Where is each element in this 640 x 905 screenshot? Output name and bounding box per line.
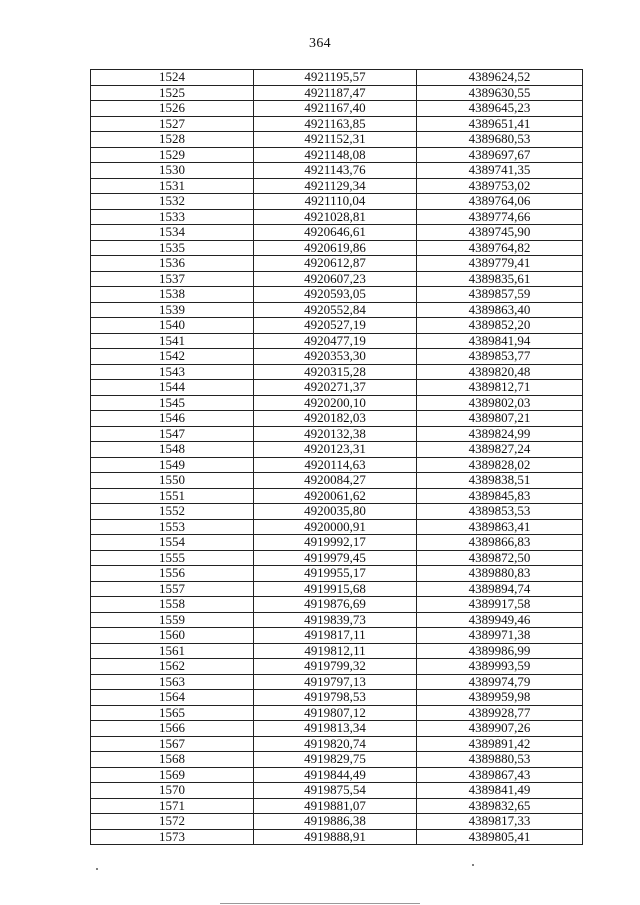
point-number-cell: 1542 [91,349,254,365]
y-coordinate-cell: 4389863,40 [417,302,583,318]
x-coordinate-cell: 4920612,87 [254,256,417,272]
y-coordinate-cell: 4389971,38 [417,628,583,644]
table-row [91,457,583,473]
table-row [91,442,583,458]
page-number: 364 [309,36,331,51]
y-coordinate-cell: 4389907,26 [417,721,583,737]
point-number-cell: 1564 [91,690,254,706]
table-row [91,380,583,396]
point-number-cell: 1559 [91,612,254,628]
x-coordinate-cell: 4920035,80 [254,504,417,520]
table-row [91,829,583,845]
table-row [91,659,583,675]
x-coordinate-cell: 4920477,19 [254,333,417,349]
y-coordinate-cell: 4389853,53 [417,504,583,520]
x-coordinate-cell: 4919886,38 [254,814,417,830]
point-number-cell: 1555 [91,550,254,566]
x-coordinate-cell: 4919979,45 [254,550,417,566]
y-coordinate-cell: 4389645,23 [417,101,583,117]
table-row [91,271,583,287]
table-row [91,705,583,721]
scan-edge-line [220,903,420,904]
table-row [91,395,583,411]
point-number-cell: 1543 [91,364,254,380]
point-number-cell: 1560 [91,628,254,644]
point-number-cell: 1558 [91,597,254,613]
y-coordinate-cell: 4389820,48 [417,364,583,380]
y-coordinate-cell: 4389651,41 [417,116,583,132]
y-coordinate-cell: 4389802,03 [417,395,583,411]
table-row [91,690,583,706]
x-coordinate-cell: 4920200,10 [254,395,417,411]
point-number-cell: 1527 [91,116,254,132]
point-number-cell: 1530 [91,163,254,179]
table-row [91,767,583,783]
x-coordinate-cell: 4919829,75 [254,752,417,768]
y-coordinate-cell: 4389857,59 [417,287,583,303]
table-row [91,318,583,334]
point-number-cell: 1569 [91,767,254,783]
table-row [91,147,583,163]
x-coordinate-cell: 4919955,17 [254,566,417,582]
y-coordinate-cell: 4389774,66 [417,209,583,225]
table-row [91,566,583,582]
table-row [91,504,583,520]
table-row [91,333,583,349]
point-number-cell: 1528 [91,132,254,148]
x-coordinate-cell: 4921129,34 [254,178,417,194]
scan-speck [96,868,98,870]
table-row [91,783,583,799]
y-coordinate-cell: 4389852,20 [417,318,583,334]
table-row [91,256,583,272]
table-row [91,581,583,597]
x-coordinate-cell: 4920593,05 [254,287,417,303]
x-coordinate-cell: 4921148,08 [254,147,417,163]
x-coordinate-cell: 4920084,27 [254,473,417,489]
point-number-cell: 1556 [91,566,254,582]
table-row [91,628,583,644]
y-coordinate-cell: 4389838,51 [417,473,583,489]
x-coordinate-cell: 4921143,76 [254,163,417,179]
y-coordinate-cell: 4389753,02 [417,178,583,194]
x-coordinate-cell: 4919817,11 [254,628,417,644]
table-row [91,85,583,101]
point-number-cell: 1562 [91,659,254,675]
x-coordinate-cell: 4919798,53 [254,690,417,706]
point-number-cell: 1572 [91,814,254,830]
y-coordinate-cell: 4389959,98 [417,690,583,706]
table-row [91,473,583,489]
table-row [91,488,583,504]
x-coordinate-cell: 4919807,12 [254,705,417,721]
y-coordinate-cell: 4389764,82 [417,240,583,256]
table-row [91,302,583,318]
x-coordinate-cell: 4919813,34 [254,721,417,737]
point-number-cell: 1568 [91,752,254,768]
point-number-cell: 1567 [91,736,254,752]
x-coordinate-cell: 4920607,23 [254,271,417,287]
table-row [91,225,583,241]
y-coordinate-cell: 4389828,02 [417,457,583,473]
y-coordinate-cell: 4389824,99 [417,426,583,442]
x-coordinate-cell: 4921195,57 [254,70,417,86]
y-coordinate-cell: 4389807,21 [417,411,583,427]
point-number-cell: 1548 [91,442,254,458]
y-coordinate-cell: 4389764,06 [417,194,583,210]
table-row [91,287,583,303]
x-coordinate-cell: 4919915,68 [254,581,417,597]
table-row [91,752,583,768]
point-number-cell: 1554 [91,535,254,551]
y-coordinate-cell: 4389779,41 [417,256,583,272]
table-row [91,364,583,380]
y-coordinate-cell: 4389880,83 [417,566,583,582]
x-coordinate-cell: 4919876,69 [254,597,417,613]
x-coordinate-cell: 4920271,37 [254,380,417,396]
y-coordinate-cell: 4389853,77 [417,349,583,365]
x-coordinate-cell: 4920353,30 [254,349,417,365]
point-number-cell: 1541 [91,333,254,349]
x-coordinate-cell: 4919844,49 [254,767,417,783]
x-coordinate-cell: 4921110,04 [254,194,417,210]
x-coordinate-cell: 4919839,73 [254,612,417,628]
y-coordinate-cell: 4389949,46 [417,612,583,628]
point-number-cell: 1544 [91,380,254,396]
point-number-cell: 1534 [91,225,254,241]
y-coordinate-cell: 4389993,59 [417,659,583,675]
y-coordinate-cell: 4389928,77 [417,705,583,721]
x-coordinate-cell: 4919992,17 [254,535,417,551]
table-row [91,132,583,148]
point-number-cell: 1551 [91,488,254,504]
scan-speck [472,864,474,866]
point-number-cell: 1536 [91,256,254,272]
x-coordinate-cell: 4921163,85 [254,116,417,132]
table-row [91,411,583,427]
y-coordinate-cell: 4389845,83 [417,488,583,504]
x-coordinate-cell: 4920527,19 [254,318,417,334]
x-coordinate-cell: 4919888,91 [254,829,417,845]
x-coordinate-cell: 4921028,81 [254,209,417,225]
coordinates-table-body [91,70,583,845]
table-row [91,70,583,86]
table-row [91,101,583,117]
point-number-cell: 1540 [91,318,254,334]
table-row [91,209,583,225]
point-number-cell: 1550 [91,473,254,489]
coordinates-table [90,69,583,845]
table-row [91,643,583,659]
y-coordinate-cell: 4389866,83 [417,535,583,551]
x-coordinate-cell: 4919820,74 [254,736,417,752]
x-coordinate-cell: 4920552,84 [254,302,417,318]
y-coordinate-cell: 4389841,94 [417,333,583,349]
y-coordinate-cell: 4389841,49 [417,783,583,799]
x-coordinate-cell: 4920114,63 [254,457,417,473]
point-number-cell: 1563 [91,674,254,690]
x-coordinate-cell: 4920123,31 [254,442,417,458]
point-number-cell: 1546 [91,411,254,427]
point-number-cell: 1525 [91,85,254,101]
y-coordinate-cell: 4389832,65 [417,798,583,814]
table-row [91,612,583,628]
x-coordinate-cell: 4919881,07 [254,798,417,814]
table-row [91,178,583,194]
point-number-cell: 1552 [91,504,254,520]
y-coordinate-cell: 4389894,74 [417,581,583,597]
y-coordinate-cell: 4389624,52 [417,70,583,86]
x-coordinate-cell: 4919875,54 [254,783,417,799]
point-number-cell: 1549 [91,457,254,473]
y-coordinate-cell: 4389880,53 [417,752,583,768]
point-number-cell: 1561 [91,643,254,659]
y-coordinate-cell: 4389863,41 [417,519,583,535]
table-row [91,349,583,365]
y-coordinate-cell: 4389805,41 [417,829,583,845]
y-coordinate-cell: 4389745,90 [417,225,583,241]
point-number-cell: 1557 [91,581,254,597]
point-number-cell: 1524 [91,70,254,86]
y-coordinate-cell: 4389697,67 [417,147,583,163]
y-coordinate-cell: 4389630,55 [417,85,583,101]
x-coordinate-cell: 4921187,47 [254,85,417,101]
point-number-cell: 1553 [91,519,254,535]
y-coordinate-cell: 4389835,61 [417,271,583,287]
x-coordinate-cell: 4920646,61 [254,225,417,241]
point-number-cell: 1531 [91,178,254,194]
point-number-cell: 1545 [91,395,254,411]
point-number-cell: 1529 [91,147,254,163]
y-coordinate-cell: 4389741,35 [417,163,583,179]
table-row [91,163,583,179]
x-coordinate-cell: 4920061,62 [254,488,417,504]
point-number-cell: 1538 [91,287,254,303]
table-row [91,674,583,690]
table-row [91,116,583,132]
y-coordinate-cell: 4389986,99 [417,643,583,659]
x-coordinate-cell: 4919799,32 [254,659,417,675]
y-coordinate-cell: 4389872,50 [417,550,583,566]
x-coordinate-cell: 4920315,28 [254,364,417,380]
y-coordinate-cell: 4389827,24 [417,442,583,458]
point-number-cell: 1535 [91,240,254,256]
table-row [91,798,583,814]
x-coordinate-cell: 4920000,91 [254,519,417,535]
y-coordinate-cell: 4389917,58 [417,597,583,613]
x-coordinate-cell: 4920132,38 [254,426,417,442]
y-coordinate-cell: 4389680,53 [417,132,583,148]
table-row [91,814,583,830]
x-coordinate-cell: 4921152,31 [254,132,417,148]
y-coordinate-cell: 4389867,43 [417,767,583,783]
y-coordinate-cell: 4389974,79 [417,674,583,690]
table-row [91,736,583,752]
table-row [91,597,583,613]
point-number-cell: 1570 [91,783,254,799]
point-number-cell: 1547 [91,426,254,442]
table-row [91,194,583,210]
point-number-cell: 1533 [91,209,254,225]
table-row [91,519,583,535]
point-number-cell: 1571 [91,798,254,814]
table-row [91,550,583,566]
point-number-cell: 1526 [91,101,254,117]
point-number-cell: 1532 [91,194,254,210]
x-coordinate-cell: 4919797,13 [254,674,417,690]
point-number-cell: 1573 [91,829,254,845]
table-row [91,240,583,256]
y-coordinate-cell: 4389817,33 [417,814,583,830]
y-coordinate-cell: 4389812,71 [417,380,583,396]
table-row [91,535,583,551]
y-coordinate-cell: 4389891,42 [417,736,583,752]
point-number-cell: 1565 [91,705,254,721]
x-coordinate-cell: 4921167,40 [254,101,417,117]
x-coordinate-cell: 4920182,03 [254,411,417,427]
point-number-cell: 1566 [91,721,254,737]
table-row [91,426,583,442]
table-row [91,721,583,737]
point-number-cell: 1537 [91,271,254,287]
x-coordinate-cell: 4920619,86 [254,240,417,256]
point-number-cell: 1539 [91,302,254,318]
x-coordinate-cell: 4919812,11 [254,643,417,659]
